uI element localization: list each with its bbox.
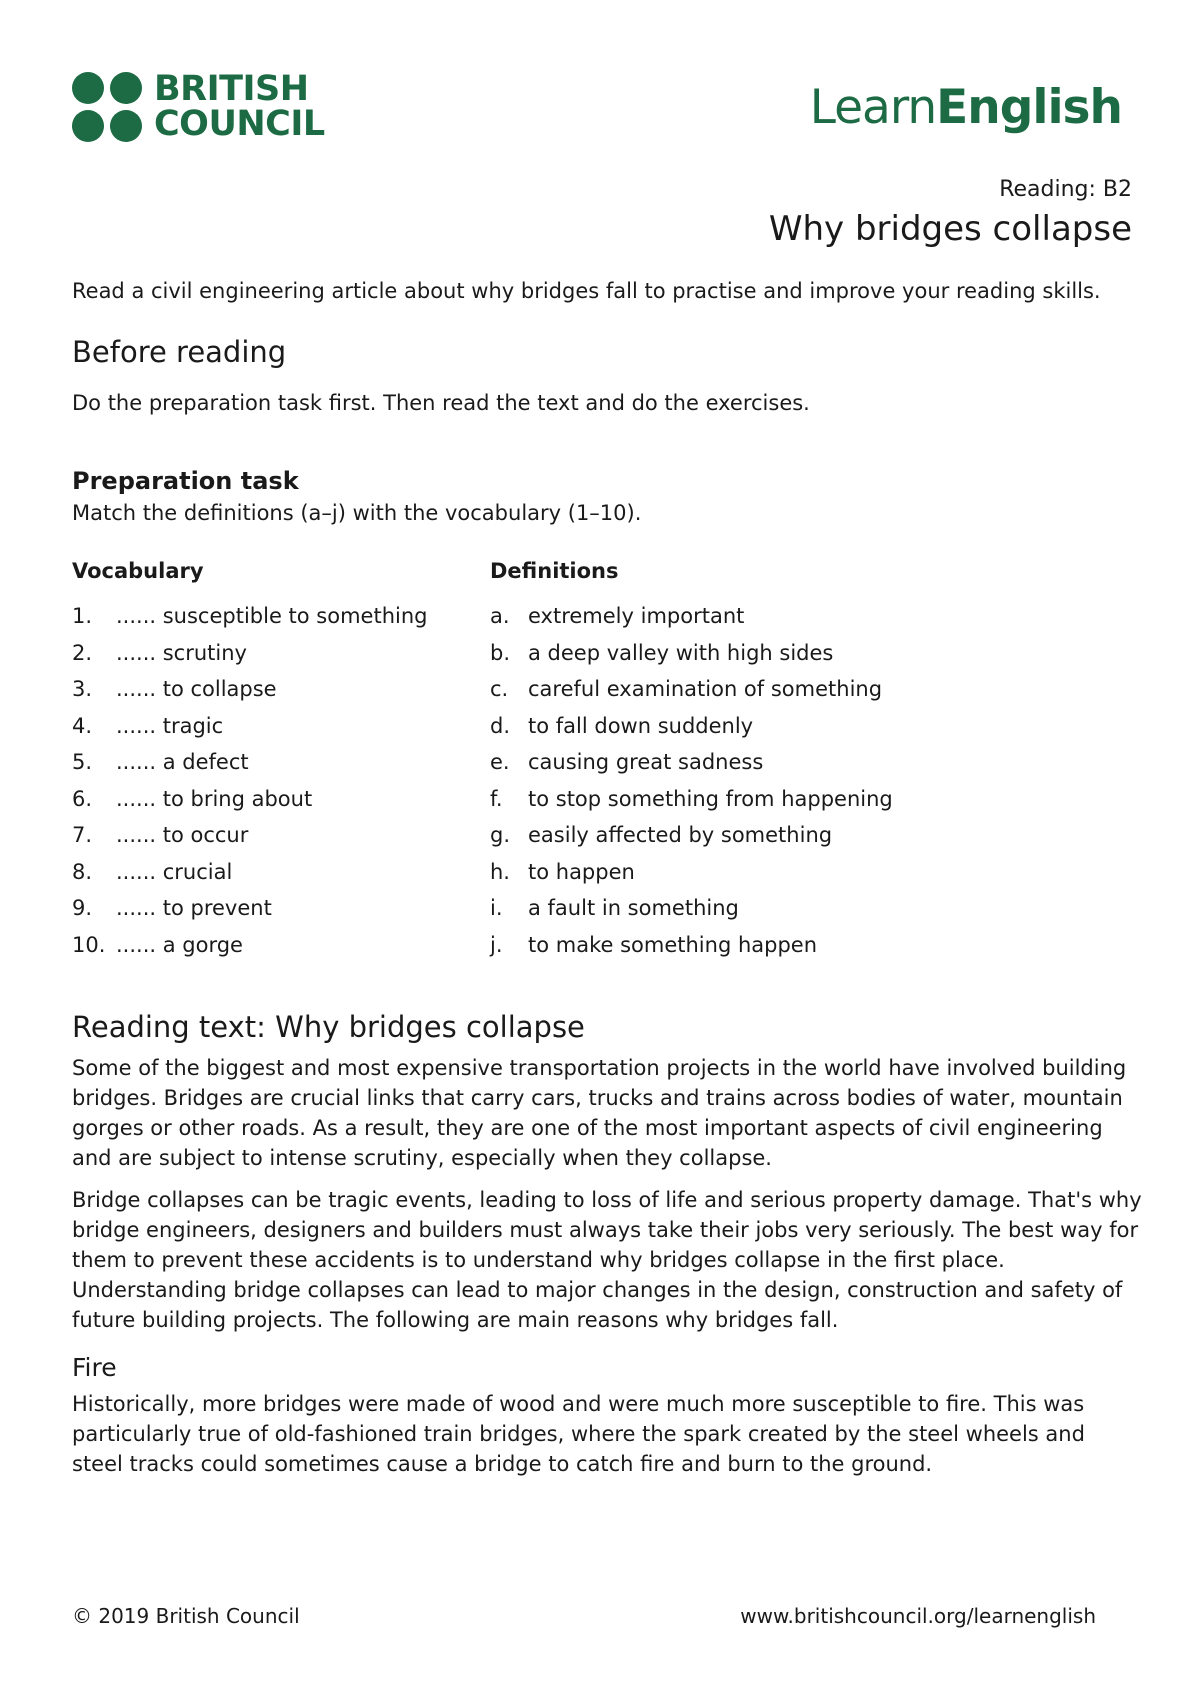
vocabulary-column [72,556,490,963]
definition-text: to stop something from happening [528,786,893,811]
reading-paragraph-2: Bridge collapses can be tragic events, leading to loss of life and serious property damage. That's why bridge engineers, designers and builders must always take their jobs very seriously. The best way for them to prevent these accidents is to understand why bridges collapse in the first place. Understanding bridge collapses can lead to major changes in the design, construction and safety of future building projects. The following are main reasons why bridges fall. [72,1188,1142,1332]
logo-english: English [936,80,1122,135]
definition-text: easily affected by something [528,823,833,847]
footer-url[interactable]: www.britishcouncil.org/learnenglish [740,1604,1096,1628]
definition-text: to happen [528,859,635,884]
vocab-item [72,671,490,708]
vocab-number: 6. [72,786,93,811]
definition-text: a fault in something [528,896,739,920]
before-reading-heading: Before reading [72,335,287,369]
vocab-item [72,708,490,745]
reading-heading: Reading text: Why bridges collapse [72,1010,585,1044]
vocab-text: ...... scrutiny [116,640,247,665]
british-council-logo [72,69,325,144]
definition-text: extremely important [528,604,745,628]
vocab-text: ...... susceptible to something [116,604,428,628]
vocab-text: ...... a gorge [116,932,243,957]
vocab-item [72,927,490,964]
main-content [72,276,1142,1479]
vocab-number: 1. [72,604,93,628]
vocab-text: ...... to occur [116,823,249,847]
vocab-text: ...... to bring about [116,786,313,811]
definition-item [490,708,1090,745]
level-label: Reading: B2 [999,177,1132,202]
vocab-number: 7. [72,823,93,847]
definition-letter: i. [490,896,503,920]
logo-line-1: BRITISH [154,69,309,109]
definition-item [490,854,1090,891]
vocab-text: ...... to prevent [116,896,272,920]
logo-wordmark [154,69,325,144]
definition-letter: c. [490,677,509,701]
vocab-item [72,635,490,672]
definition-item [490,890,1090,927]
vocab-item [72,744,490,781]
vocab-number: 3. [72,677,93,701]
vocab-text: ...... tragic [116,713,224,738]
definition-item [490,744,1090,781]
definition-text: causing great sadness [528,750,764,774]
fire-paragraph: Historically, more bridges were made of wood and were much more susceptible to fire. This was particularly true of old-fashioned train bridges, where the spark created by the steel wheels and steel tracks could sometimes cause a bridge to catch fire and burn to the ground. [72,1392,1085,1476]
learnenglish-logo [810,80,1122,136]
definition-letter: e. [490,750,510,774]
before-reading-text: Do the preparation task first. Then read the text and do the exercises. [72,391,810,415]
definition-text: careful examination of something [528,677,883,701]
definition-text: a deep valley with high sides [528,640,834,665]
vocab-text: ...... to collapse [116,677,277,701]
definition-letter: d. [490,713,511,738]
page-title: Why bridges collapse [768,209,1132,249]
vocab-item [72,854,490,891]
vocab-item [72,598,490,635]
definition-letter: b. [490,640,511,665]
definition-letter: a. [490,604,510,628]
vocab-number: 8. [72,859,93,884]
fire-heading: Fire [72,1353,117,1382]
definition-text: to make something happen [528,932,818,957]
definition-item [490,927,1090,964]
definition-letter: f. [490,786,503,811]
logo-dots-icon [72,72,142,142]
reading-paragraph-1: Some of the biggest and most expensive transportation projects in the world have involved building bridges. Bridges are crucial links that carry cars, trucks and trains across bodies of water, mountain gorges or other roads. As a result, they are one of the most important aspects of civil engineering and are subject to intense scrutiny, especially when they collapse. [72,1056,1127,1170]
vocab-item [72,817,490,854]
vocab-number: 10. [72,932,106,957]
vocab-item [72,890,490,927]
vocab-number: 5. [72,750,93,774]
intro-text: Read a civil engineering article about why bridges fall to practise and improve your reading skills. [72,279,1101,303]
vocab-text: ...... a defect [116,750,249,774]
vocab-item [72,781,490,818]
preparation-heading: Preparation task [72,467,299,495]
vocabulary-heading: Vocabulary [72,559,204,583]
definition-text: to fall down suddenly [528,713,754,738]
footer-copyright: © 2019 British Council [72,1604,300,1628]
vocab-number: 4. [72,713,93,738]
definition-item [490,635,1090,672]
logo-line-2: COUNCIL [154,104,325,144]
definition-item [490,817,1090,854]
preparation-instruction: Match the definitions (a–j) with the vocabulary (1–10). [72,501,642,525]
definition-letter: j. [490,932,503,957]
definition-letter: h. [490,859,510,884]
definition-item [490,671,1090,708]
definition-item [490,781,1090,818]
vocab-text: ...... crucial [116,859,233,884]
matching-table [72,556,1142,963]
definitions-column [490,556,1090,963]
definition-letter: g. [490,823,511,847]
vocab-number: 2. [72,640,93,665]
vocab-number: 9. [72,896,93,920]
logo-learn: Learn [809,80,937,135]
definition-item [490,598,1090,635]
definitions-heading: Definitions [490,559,619,583]
